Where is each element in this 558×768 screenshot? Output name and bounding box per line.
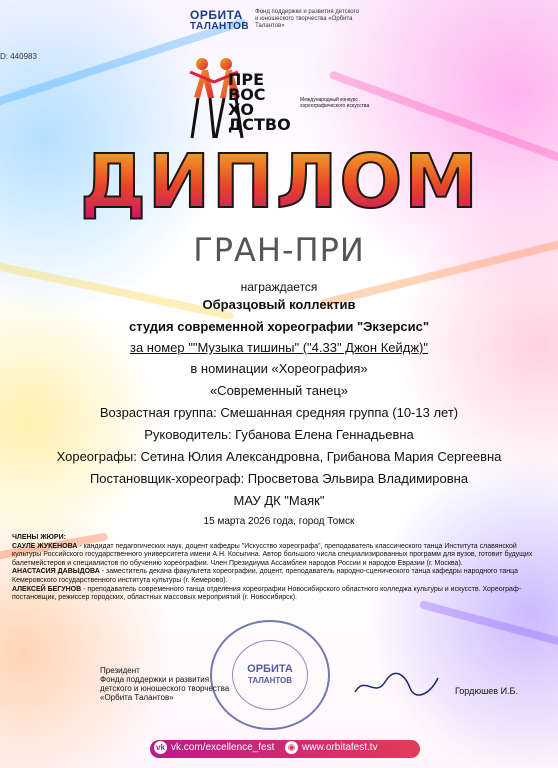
leader: Руководитель: Губанова Елена Геннадьевна (144, 427, 414, 442)
award-date: 15 марта 2026 года, город Томск (203, 516, 355, 527)
fund-text: Фонд поддержки и развития детского и юношеского творчества «Орбита Талантов» (255, 9, 359, 29)
orbita-logo-header (190, 9, 360, 33)
vk-link-text: vk.com/excellence_fest (171, 742, 275, 753)
age-group: Возрастная группа: Смешанная средняя группа (10-13 лет) (99, 405, 459, 420)
choreographers: Хореографы: Сетина Юлия Александровна, Грибанова Мария Сергеевна (56, 449, 502, 464)
jury-member (12, 543, 547, 569)
signature-scrawl (350, 670, 440, 700)
official-stamp (210, 620, 330, 730)
contest-row-1: ПРЕ (228, 70, 265, 89)
contest-name (228, 72, 291, 132)
orbita-brand (190, 9, 249, 33)
vk-icon: vk (154, 741, 167, 754)
jury-member-bio: - заместитель декана факультета хореографии, доцент, преподаватель народно-сценического танца кафедры народного танца Кемеровского государственного института культуры (г. Кемерово). (12, 568, 519, 584)
decor-beam (419, 600, 558, 649)
president-org-2: детского и юношеского творчества (100, 684, 230, 693)
studio-name: студия современной хореографии "Экзерсис" (128, 319, 430, 334)
website-link-text: www.orbitafest.tv (302, 742, 378, 753)
president-title: Президент (100, 666, 140, 675)
jury-member-name: АЛЕКСЕЙ БЕГУНОВ (12, 585, 82, 593)
institution: МАУ ДК "Маяк" (233, 493, 325, 508)
award-title: ГРАН-ПРИ (193, 231, 365, 269)
awarded-text: награждается (240, 280, 318, 294)
jury-member-bio: - преподаватель современного танца отделения хореографии Новосибирского областного колледжа культуры и искусств. Хореограф-постановщик, режиссер городских, областных массовых мероприятий (г. Новосибирск). (12, 585, 522, 602)
contest-row-3: ХО (228, 100, 254, 119)
website-link[interactable] (285, 741, 378, 754)
collective-name: Образцовый коллектив (202, 297, 356, 312)
staging-choreographer: Постановщик-хореограф: Просветова Эльвира Владимировна (89, 471, 469, 486)
jury-member-name: САУЛЕ ЖУКЕНОВА (12, 542, 78, 550)
document-id: D: 440983 (0, 52, 37, 61)
genre: «Современный танец» (209, 383, 349, 398)
contest-row-4: ДСТВО (228, 115, 291, 134)
stamp-brand: ОРБИТА ТАЛАНТОВ (247, 663, 293, 685)
contest-row-2: ВОС (228, 85, 266, 104)
brand-sub: ТАЛАНТОВ (190, 21, 250, 32)
president-signature: Гордюшев И.Б. (455, 686, 518, 696)
president-org-1: Фонда поддержки и развития (100, 675, 210, 684)
jury-section (12, 534, 547, 603)
vk-link[interactable] (154, 741, 274, 754)
jury-member (12, 568, 547, 585)
globe-icon: ◉ (285, 741, 298, 754)
jury-member (12, 586, 547, 603)
diploma-title: ДИПЛОМ (70, 142, 490, 222)
nomination: в номинации «Хореография» (190, 361, 368, 376)
performance-number: за номер ""Музыка тишины" ("4.33" Джон Кейдж)" (130, 340, 428, 355)
contest-subtitle: Международный конкурс хореографического искусства (300, 97, 370, 109)
brand-name: ОРБИТА (190, 8, 243, 22)
jury-member-bio: - кандидат педагогических наук, доцент кафедры "Искусство хореографа", преподаватель классического танца Института славянской культуры Российского государственного университета имени А.Н. Косыгина. Автор большого числа специализированных программ для вузов, готовит будущих балетмейстеров и специалистов по обучению хореографии. Член Президиума Ассамблеи народов России и народов Евразии (г. Москва). (12, 542, 533, 567)
president-org-3: «Орбита Талантов» (100, 693, 174, 702)
jury-member-name: АНАСТАСИЯ ДАВЫДОВА (12, 568, 100, 576)
jury-heading: ЧЛЕНЫ ЖЮРИ: (12, 534, 66, 541)
contest-logo (180, 52, 380, 144)
